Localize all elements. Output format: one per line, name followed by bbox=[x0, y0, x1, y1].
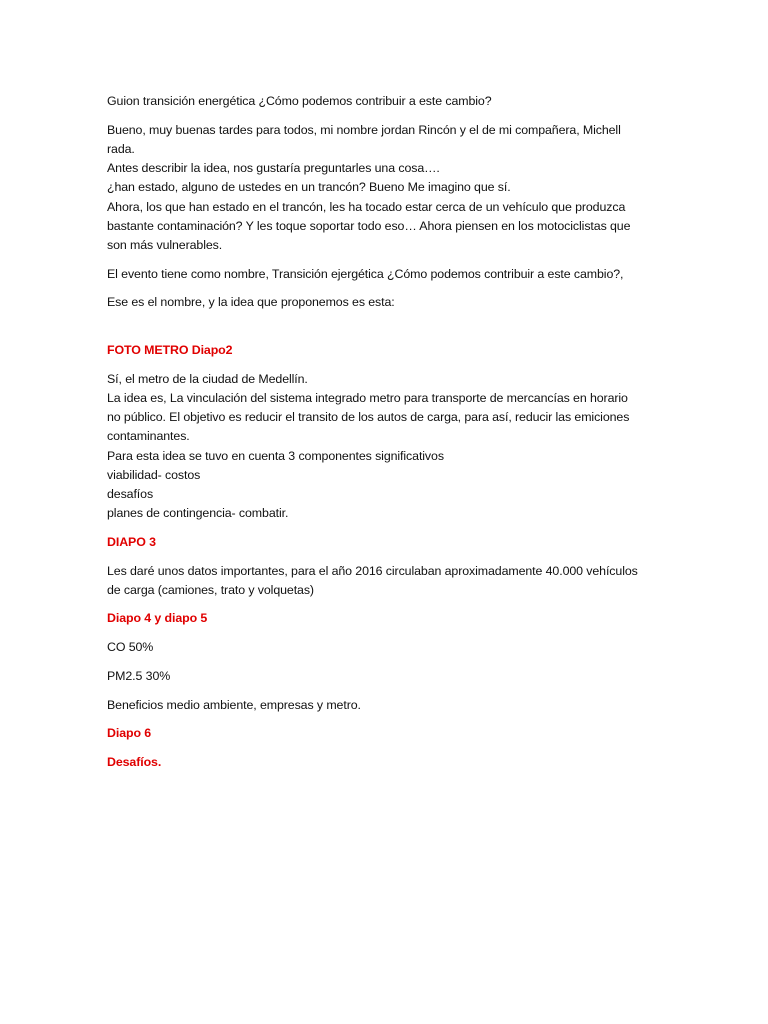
pm-line: PM2.5 30% bbox=[107, 668, 171, 683]
intro-line: son más vulnerables. bbox=[107, 237, 223, 252]
intro-line: Bueno, muy buenas tardes para todos, mi nombre jordan Rincón y el de mi compañera, Michell bbox=[107, 122, 621, 137]
metro-line: Para esta idea se tuvo en cuenta 3 componentes significativos bbox=[107, 448, 444, 463]
document-page bbox=[107, 92, 667, 782]
metro-line: desafíos bbox=[107, 486, 154, 501]
metro-line: Sí, el metro de la ciudad de Medellín. bbox=[107, 371, 308, 386]
blank-line bbox=[107, 322, 667, 341]
metro-line: planes de contingencia- combatir. bbox=[107, 506, 289, 521]
metro-line: contaminantes. bbox=[107, 429, 190, 444]
intro-line: ¿han estado, alguno de ustedes en un trancón? Bueno Me imagino que sí. bbox=[107, 180, 511, 195]
metro-paragraph bbox=[107, 370, 667, 524]
metro-line: no público. El objetivo es reducir el transito de los autos de carga, para así, reducir las emiciones bbox=[107, 410, 630, 425]
data-paragraph bbox=[107, 562, 667, 600]
data-line: Les daré unos datos importantes, para el año 2016 circulaban aproximadamente 40.000 vehículos bbox=[107, 563, 638, 578]
heading-diapo-4-5: Diapo 4 y diapo 5 bbox=[107, 611, 208, 626]
intro-line: bastante contaminación? Y les toque soportar todo eso… Ahora piensen en los motociclistas que bbox=[107, 218, 631, 233]
heading-foto-metro: FOTO METRO Diapo2 bbox=[107, 343, 233, 358]
intro-paragraph bbox=[107, 121, 667, 255]
intro-line: Antes describir la idea, nos gustaría preguntarles una cosa…. bbox=[107, 161, 440, 176]
document-title: Guion transición energética ¿Cómo podemos contribuir a este cambio? bbox=[107, 94, 492, 108]
proposal-paragraph: Ese es el nombre, y la idea que proponemos es esta: bbox=[107, 295, 395, 310]
heading-diapo-3: DIAPO 3 bbox=[107, 534, 156, 549]
event-name-paragraph: El evento tiene como nombre, Transición ejergética ¿Cómo podemos contribuir a este cambio?, bbox=[107, 266, 624, 281]
benefits-line: Beneficios medio ambiente, empresas y metro. bbox=[107, 697, 361, 712]
intro-line: Ahora, los que han estado en el trancón, les ha tocado estar cerca de un vehículo que produzca bbox=[107, 199, 626, 214]
co-line: CO 50% bbox=[107, 640, 154, 655]
metro-line: La idea es, La vinculación del sistema integrado metro para transporte de mercancías en horario bbox=[107, 390, 628, 405]
heading-desafios: Desafíos. bbox=[107, 754, 162, 769]
metro-line: viabilidad- costos bbox=[107, 467, 201, 482]
heading-diapo-6: Diapo 6 bbox=[107, 726, 152, 741]
intro-line: rada. bbox=[107, 141, 135, 156]
data-line: de carga (camiones, trato y volquetas) bbox=[107, 582, 314, 597]
